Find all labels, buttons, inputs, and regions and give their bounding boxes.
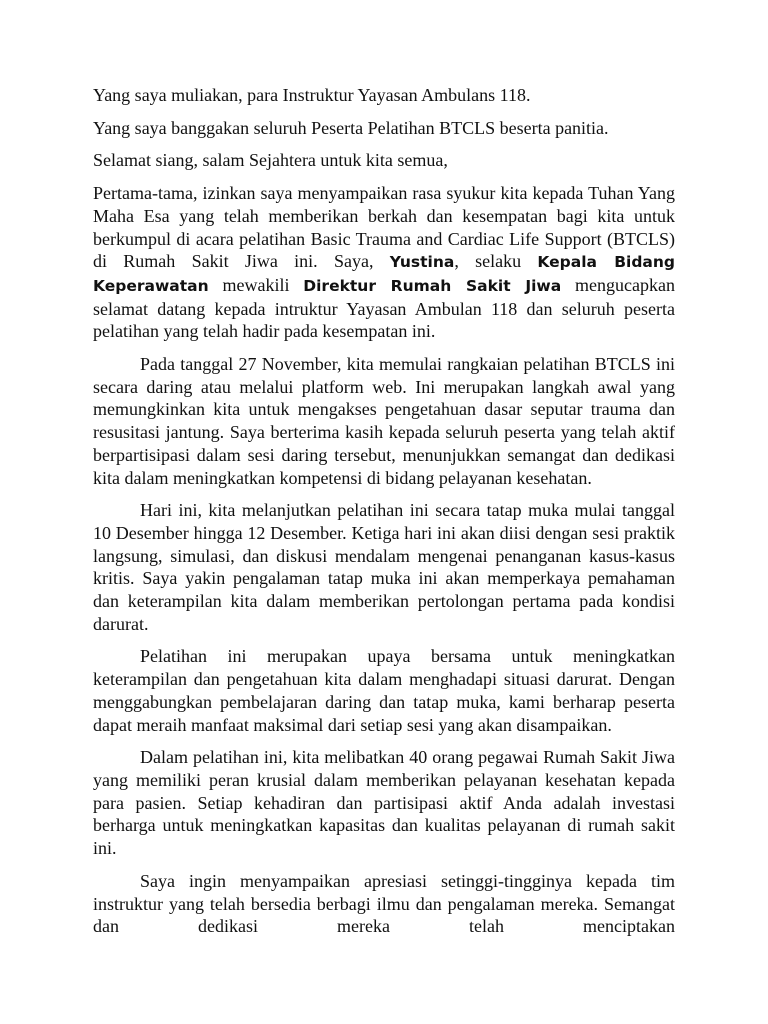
appreciation-paragraph: Saya ingin menyampaikan apresiasi setinggi-tingginya kepada tim instruktur yang telah bersedia berbagi ilmu dan pengalaman mereka. Semangat dan dedikasi mereka telah menciptakan <box>93 870 675 937</box>
participants-paragraph: Dalam pelatihan ini, kita melibatkan 40 orang pegawai Rumah Sakit Jiwa yang memiliki peran krusial dalam memberikan pelayanan kesehatan kepada para pasien. Setiap kehadiran dan partisipasi aktif Anda adalah investasi berharga untuk meningkatkan kapasitas dan kualitas pelayanan di rumah sakit ini. <box>93 747 675 859</box>
opening-text-d: mengucapkan selamat datang kepada intruktur Yayasan Ambulan 118 dan seluruh peserta pelatihan yang telah hadir pada kesempatan ini. <box>93 274 675 342</box>
speaker-role: Kepala Bidang Keperawatan <box>93 253 676 295</box>
opening-text-a: Pertama-tama, izinkan saya menyampaikan rasa syukur kita kepada Tuhan Yang Maha Esa yang telah memberikan berkah dan kesempatan bagi kita untuk berkumpul di acara pelatihan Basic Trauma and Cardiac Life Support (BTCLS) di Rumah Sakit Jiwa ini. Saya, <box>93 183 675 272</box>
online-session-paragraph: Pada tanggal 27 November, kita memulai rangkaian pelatihan BTCLS ini secara daring atau melalui platform web. Ini merupakan langkah awal yang memungkinkan kita untuk mengakses pengetahuan dasar seputar trauma dan resusitasi jantung. Saya berterima kasih kepada seluruh peserta yang telah aktif berpartisipasi dalam sesi daring tersebut, menunjukkan semangat dan dedikasi kita dalam meningkatkan kompetensi di bidang pelayanan kesehatan. <box>93 354 675 488</box>
speaker-name: Yustina <box>389 253 455 272</box>
document-body <box>93 84 675 948</box>
salutation-instructors: Yang saya muliakan, para Instruktur Yayasan Ambulans 118. <box>93 85 531 105</box>
greeting: Selamat siang, salam Sejahtera untuk kita semua, <box>93 150 448 171</box>
training-purpose-paragraph: Pelatihan ini merupakan upaya bersama untuk meningkatkan keterampilan dan pengetahuan kita dalam menghadapi situasi darurat. Dengan menggabungkan pembelajaran daring dan tatap muka, kami berharap peserta dapat meraih manfaat maksimal dari setiap sesi yang akan disampaikan. <box>93 646 675 735</box>
represented-organization: Direktur Rumah Sakit Jiwa <box>303 276 562 295</box>
opening-text-c: mewakili <box>208 274 304 295</box>
salutation-participants: Yang saya banggakan seluruh Peserta Pelatihan BTCLS beserta panitia. <box>93 117 609 138</box>
opening-paragraph <box>93 182 675 343</box>
in-person-session-paragraph: Hari ini, kita melanjutkan pelatihan ini secara tatap muka mulai tanggal 10 Desember hingga 12 Desember. Ketiga hari ini akan diisi dengan sesi praktik langsung, simulasi, dan diskusi mendalam mengenai penanganan kasus-kasus kritis. Saya yakin pengalaman tatap muka ini akan memperkaya pemahaman dan keterampilan kita dalam memberikan pertolongan pertama pada kondisi darurat. <box>93 500 675 634</box>
opening-text-b: , selaku <box>454 251 538 272</box>
